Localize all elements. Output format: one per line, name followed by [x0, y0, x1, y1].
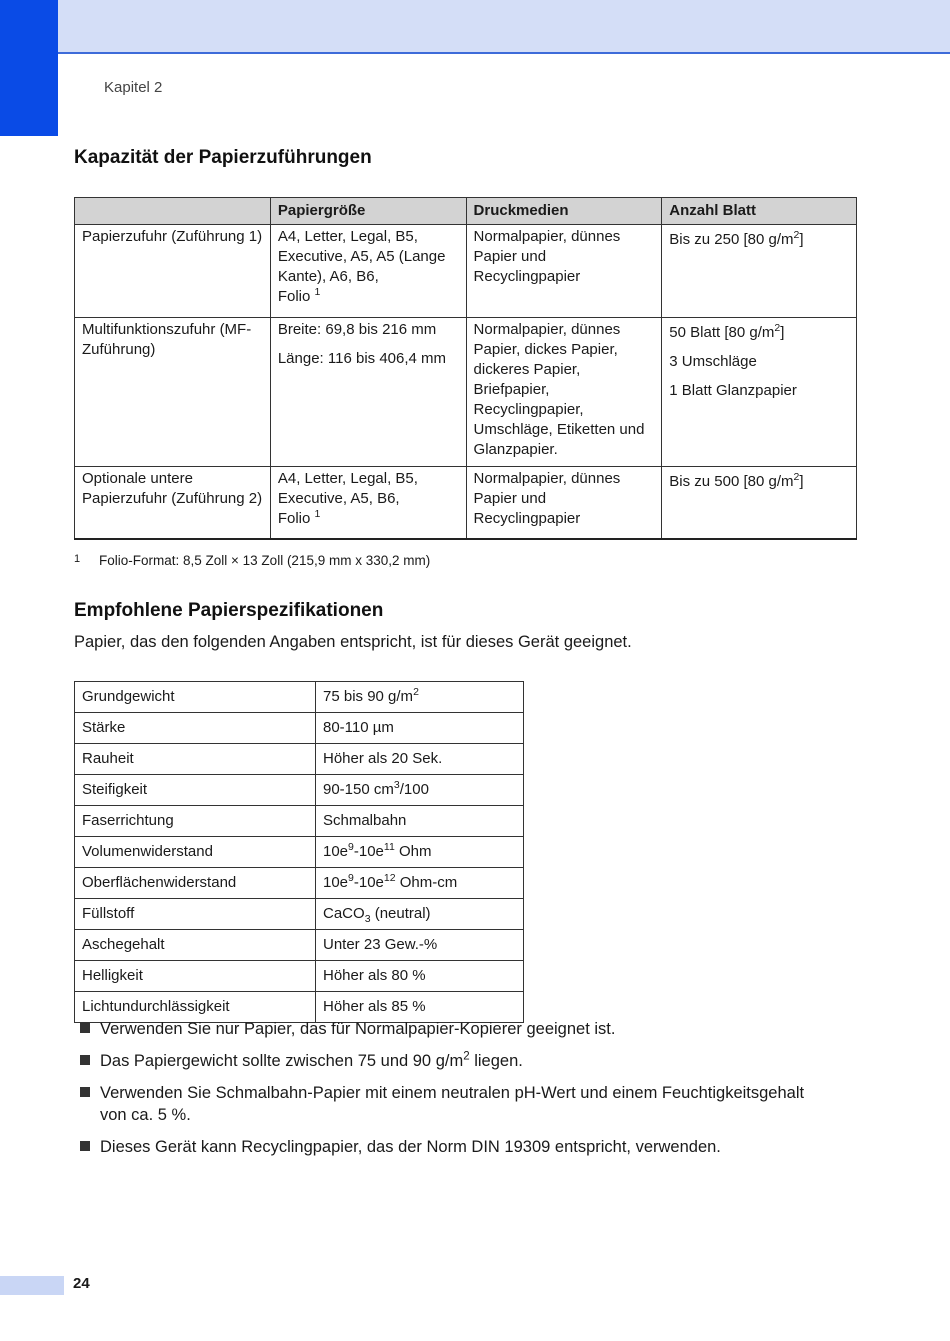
spec-value: Höher als 20 Sek.: [316, 744, 524, 775]
spec-value: 80-110 µm: [316, 713, 524, 744]
bullet-square-icon: [80, 1141, 90, 1151]
envelope-count: 3 Umschläge: [669, 353, 757, 370]
spec-heading: Empfohlene Papierspezifikationen: [74, 600, 384, 621]
spec-label: Füllstoff: [75, 899, 316, 930]
spec-row: [75, 930, 524, 961]
count-text-end: ]: [799, 473, 804, 490]
spec-row: [75, 744, 524, 775]
media-cell: Normalpapier, dünnes Papier und Recyclingpapier: [466, 225, 662, 318]
media-cell: Normalpapier, dünnes Papier, dickes Papier, dickeres Papier, Briefpapier, Recyclingpapier, Umschläge, Etiketten und Glanzpapier.: [466, 318, 662, 467]
spec-value: Schmalbahn: [316, 806, 524, 837]
column-header: Anzahl Blatt: [662, 198, 857, 225]
count-text-end: ]: [780, 324, 785, 341]
bullet-square-icon: [80, 1087, 90, 1097]
spec-label: Faserrichtung: [75, 806, 316, 837]
page-number: 24: [73, 1275, 90, 1292]
folio-text: Folio: [277, 510, 311, 527]
bullet-square-icon: [80, 1055, 90, 1065]
length-text: Länge: 116 bis 406,4 mm: [277, 350, 447, 367]
page-number-band: [0, 1276, 64, 1295]
count-cell: Bis zu 250 [80 $g/m^2$]: [662, 225, 857, 318]
spec-label: Aschegehalt: [75, 930, 316, 961]
table-row: [75, 467, 857, 539]
footnote-text: Folio-Format: 8,5 Zoll × 13 Zoll (215,9 mm x 330,2 mm): [99, 553, 431, 568]
list-item: Dieses Gerät kann Recyclingpapier, das der Norm DIN 19309 entspricht, verwenden.: [74, 1136, 834, 1158]
recommendation-list: [74, 1018, 834, 1168]
header-band: [0, 0, 950, 54]
capacity-heading: Kapazität der Papierzuführungen: [74, 147, 372, 168]
spec-label: Steifigkeit: [75, 775, 316, 806]
count-text: Bis zu 500 [80 g/m: [669, 473, 794, 490]
capacity-table: [74, 197, 857, 540]
source-cell: Multifunktionszufuhr (MF-Zuführung): [75, 318, 271, 467]
size-cell: [270, 225, 466, 318]
footnote-number: 1: [74, 553, 81, 565]
spec-value: Höher als 85 %: [316, 992, 524, 1023]
spec-table: [74, 681, 524, 1023]
count-text: Bis zu 250 [80 g/m: [669, 231, 794, 248]
count-cell: 50 Blatt [80 $g/m^2$] 3 Umschläge 1 Blatt Glanzpapier: [662, 318, 857, 467]
spec-row: [75, 961, 524, 992]
spec-row: [75, 806, 524, 837]
table-row: [75, 318, 857, 467]
size-cell: [270, 467, 466, 539]
gloss-count: 1 Blatt Glanzpapier: [669, 382, 797, 399]
spec-value: $10e^9-10e^{12}$ Ohm-cm: [316, 868, 524, 899]
size-text: A4, Letter, Legal, B5, Executive, A5, A5 (Lange Kante), A6, B6,: [277, 228, 446, 285]
footnote-ref: 1: [314, 508, 321, 520]
spec-row: [75, 775, 524, 806]
folio-text: Folio: [277, 288, 311, 305]
count-text-end: ]: [799, 231, 804, 248]
bullet-square-icon: [80, 1023, 90, 1033]
chapter-tab: [0, 0, 58, 136]
spec-row: [75, 899, 524, 930]
spec-value: CaCO$_3$ (neutral): [316, 899, 524, 930]
spec-row: [75, 837, 524, 868]
spec-label: Lichtundurchlässigkeit: [75, 992, 316, 1023]
count-cell: Bis zu 500 [80 $g/m^2$]: [662, 467, 857, 539]
footnote: [74, 553, 430, 568]
count-text: 50 Blatt [80 g/m: [669, 324, 775, 341]
list-item: Verwenden Sie Schmalbahn-Papier mit einem neutralen pH-Wert und einem Feuchtigkeitsgehalt von ca. 5 %.: [74, 1082, 834, 1126]
spec-label: Rauheit: [75, 744, 316, 775]
spec-label: Helligkeit: [75, 961, 316, 992]
media-cell: Normalpapier, dünnes Papier und Recyclingpapier: [466, 467, 662, 539]
table-header-row: [75, 198, 857, 225]
width-text: Breite: 69,8 bis 216 mm: [277, 321, 437, 338]
size-cell: [270, 318, 466, 467]
spec-row: [75, 868, 524, 899]
source-cell: Papierzufuhr (Zuführung 1): [75, 225, 271, 318]
table-row: [75, 225, 857, 318]
spec-row: [75, 682, 524, 713]
column-header: Papiergröße: [270, 198, 466, 225]
spec-value: 90-150 $cm^3/100$: [316, 775, 524, 806]
spec-value: Höher als 80 %: [316, 961, 524, 992]
column-header: Druckmedien: [466, 198, 662, 225]
list-item: Verwenden Sie nur Papier, das für Normalpapier-Kopierer geeignet ist.: [74, 1018, 834, 1040]
spec-label: Volumenwiderstand: [75, 837, 316, 868]
chapter-label: Kapitel 2: [104, 79, 163, 96]
spec-label: Grundgewicht: [75, 682, 316, 713]
spec-label: Stärke: [75, 713, 316, 744]
list-item: Das Papiergewicht sollte zwischen 75 und 90 $g/m^2$ liegen.: [74, 1050, 834, 1072]
spec-row: [75, 713, 524, 744]
spec-value: 75 bis 90 $g/m^2$: [316, 682, 524, 713]
source-cell: Optionale untere Papierzufuhr (Zuführung 2): [75, 467, 271, 539]
size-text: A4, Letter, Legal, B5, Executive, A5, B6,: [277, 470, 418, 507]
footnote-ref: 1: [314, 286, 321, 298]
spec-value: $10e^9-10e^{11}$ Ohm: [316, 837, 524, 868]
column-header: [75, 198, 271, 225]
spec-label: Oberflächenwiderstand: [75, 868, 316, 899]
spec-intro: Papier, das den folgenden Angaben entspricht, ist für dieses Gerät geeignet.: [74, 633, 632, 651]
spec-value: Unter 23 Gew.-%: [316, 930, 524, 961]
